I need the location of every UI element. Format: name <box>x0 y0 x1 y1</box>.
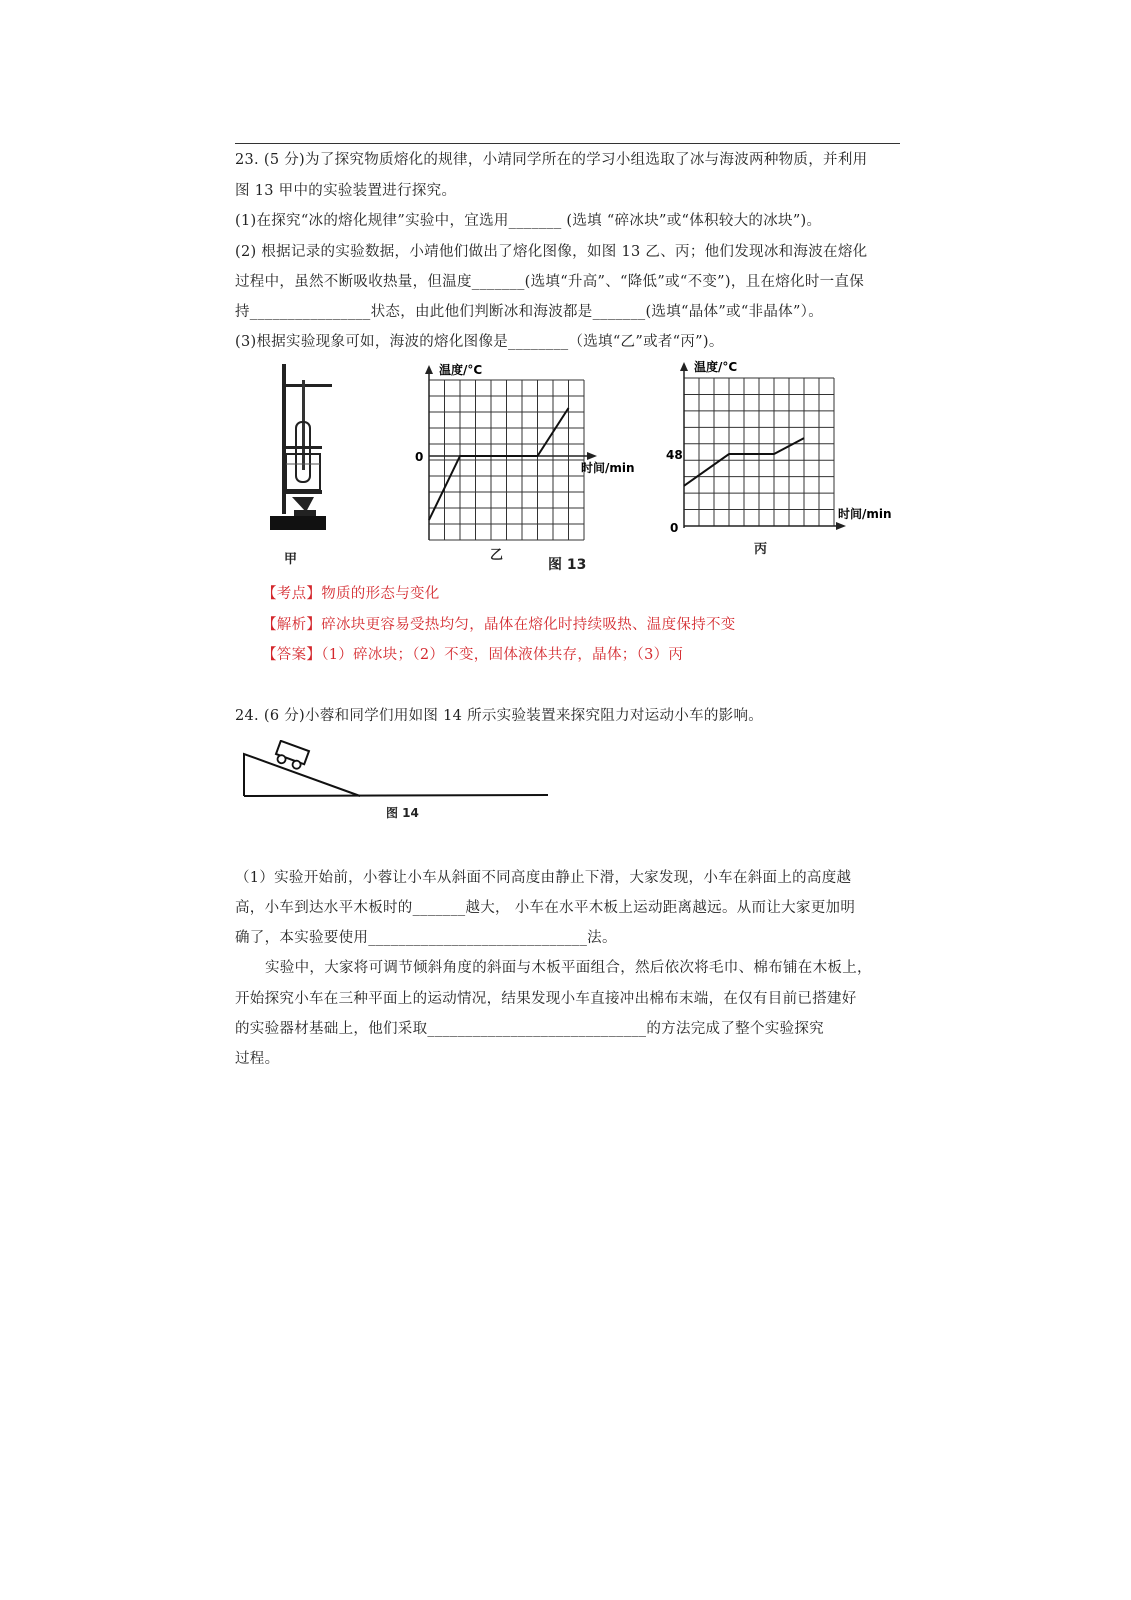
fig13-chart-yi <box>405 360 655 550</box>
q23-line-3: (1)在探究“冰的熔化规律”实验中，宜选用_______ (选填 “碎冰块”或“体积较大的冰块”)。 <box>235 213 822 229</box>
stand-base <box>270 516 326 530</box>
answer-jiexi-text: 碎冰块更容易受热均匀，晶体在熔化时持续吸热、温度保持不变 <box>321 617 736 633</box>
answer-daan-text: （1）碎冰块；（2）不变，固体液体共存，晶体；（3）丙 <box>321 647 684 663</box>
q23-line-2: 图 13 甲中的实验装置进行探究。 <box>235 183 457 199</box>
q24-line-7: 的实验器材基础上，他们采取_____________________________的方法完成了整个实验探究 <box>235 1021 824 1037</box>
fig13-label-bing: 丙 <box>754 542 768 557</box>
horizontal-board <box>244 795 548 796</box>
q23-line-4: (2) 根据记录的实验数据，小靖他们做出了熔化图像，如图 13 乙、丙；他们发现冰和海波在熔化 <box>235 244 868 260</box>
fig13-caption: 图 13 <box>548 557 587 573</box>
fig14-incline <box>240 740 560 802</box>
chart-bing-x-arrow <box>836 522 846 530</box>
answer-jiexi <box>262 615 736 635</box>
chart-yi-y-arrow <box>425 365 433 374</box>
answer-daan <box>262 645 683 665</box>
chart-yi-y-label: 温度/°C <box>439 363 483 377</box>
fig13-chart-bing <box>662 358 912 538</box>
fig14-caption: 图 14 <box>386 806 419 820</box>
top-rule <box>235 143 900 144</box>
chart-yi-x-label: 时间/min <box>581 461 635 475</box>
q24-line-3: 高，小车到达水平木板时的_______越大， 小车在水平木板上运动距离越远。从而让大家更加明 <box>235 900 856 916</box>
chart-yi-x-arrow <box>587 452 597 460</box>
chart-bing-tick-48: 48 <box>666 448 683 462</box>
fig13-label-jia: 甲 <box>284 552 298 567</box>
answer-kaodian <box>262 584 440 604</box>
q24-line-4: 确了，本实验要使用_____________________________法。 <box>235 930 617 946</box>
burner-flame <box>292 497 314 512</box>
fig13-label-yi: 乙 <box>490 548 504 563</box>
answer-kaodian-tag: 【考点】 <box>262 586 322 602</box>
chart-bing-y-label: 温度/°C <box>694 360 738 374</box>
thermometer <box>302 380 305 470</box>
chart-bing-grid <box>684 378 834 526</box>
clamp-arm <box>282 384 332 387</box>
chart-yi-grid <box>429 380 584 540</box>
q24-line-5: 实验中，大家将可调节倾斜角度的斜面与木板平面组合，然后依次将毛巾、棉布铺在木板上， <box>265 960 872 976</box>
chart-yi-tick-zero: 0 <box>415 450 424 464</box>
q23-line-6: 持________________状态，由此他们判断冰和海波都是_______(选填“晶体”或“非晶体”）。 <box>235 304 824 320</box>
q24-line-2: （1）实验开始前，小蓉让小车从斜面不同高度由静止下滑，大家发现，小车在斜面上的高度越 <box>235 870 852 886</box>
q23-line-1: 23. (5 分)为了探究物质熔化的规律，小靖同学所在的学习小组选取了冰与海波两种物质，并利用 <box>235 152 868 168</box>
answer-jiexi-tag: 【解析】 <box>262 617 322 633</box>
q23-line-5: 过程中，虽然不断吸收热量，但温度_______(选填“升高”、“降低”或“不变”)，且在熔化时一直保 <box>235 274 865 290</box>
q24-line-1: 24. (6 分)小蓉和同学们用如图 14 所示实验装置来探究阻力对运动小车的影响。 <box>235 708 764 724</box>
chart-bing-y-arrow <box>680 362 688 371</box>
answer-daan-tag: 【答案】 <box>262 647 322 663</box>
fig13-apparatus <box>262 362 342 547</box>
q24-line-8: 过程。 <box>235 1051 280 1067</box>
answer-kaodian-text: 物质的形态与变化 <box>321 586 440 602</box>
chart-bing-x-label: 时间/min <box>838 507 892 521</box>
chart-yi-series-line <box>429 408 569 520</box>
chart-bing-tick-zero: 0 <box>670 521 679 535</box>
q24-line-6: 开始探究小车在三种平面上的运动情况，结果发现小车直接冲出棉布末端，在仅有目前已搭建好 <box>235 991 857 1007</box>
q23-line-7: (3)根据实验现象可如，海波的熔化图像是________（选填“乙”或者“丙”)。 <box>235 334 724 350</box>
